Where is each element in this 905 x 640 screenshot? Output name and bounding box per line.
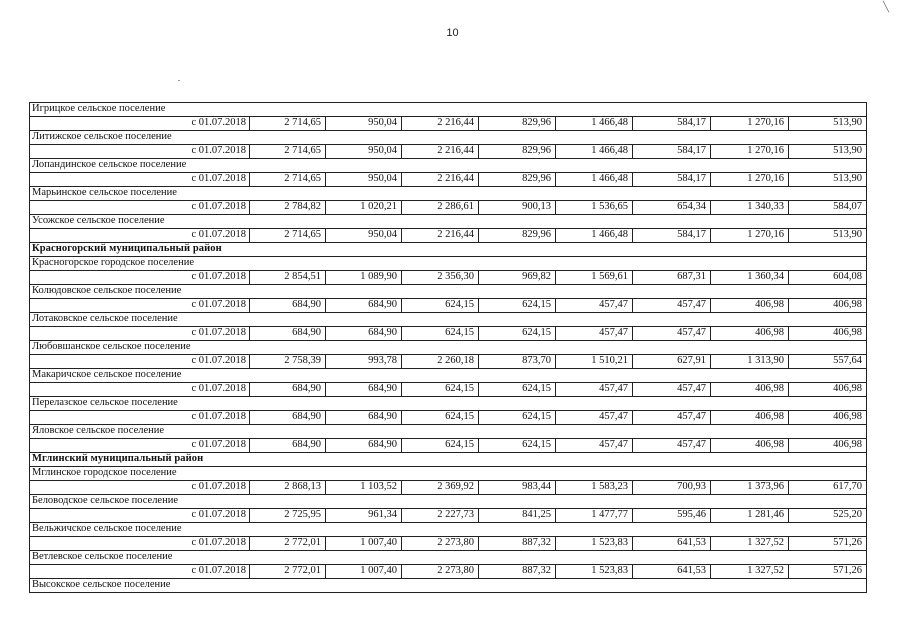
settlement-name: Вельжичское сельское поселение [30, 523, 867, 537]
settlement-name-row [30, 495, 867, 509]
tariff-value-row [30, 271, 867, 285]
tariff-value-row [30, 145, 867, 159]
tariff-value-cell: 457,47 [633, 327, 711, 341]
tariff-value-cell: 1 466,48 [556, 229, 633, 243]
settlement-name-row [30, 313, 867, 327]
settlement-name: Перелазское сельское поселение [30, 397, 867, 411]
tariff-value-cell: 969,82 [479, 271, 556, 285]
tariff-value-cell: 1 373,96 [711, 481, 789, 495]
tariff-value-cell: 684,90 [326, 411, 402, 425]
settlement-name: Усожское сельское поселение [30, 215, 867, 229]
tariff-value-cell: 2 369,92 [402, 481, 479, 495]
tariff-value-cell: 595,46 [633, 509, 711, 523]
tariff-value-row [30, 201, 867, 215]
tariff-value-cell: 2 216,44 [402, 229, 479, 243]
settlement-name-row [30, 523, 867, 537]
settlement-name-row [30, 579, 867, 593]
settlement-name: Мглинское городское поселение [30, 467, 867, 481]
settlement-name-row [30, 257, 867, 271]
tariff-value-cell: 2 216,44 [402, 173, 479, 187]
tariff-value-cell: 1 510,21 [556, 355, 633, 369]
tariff-value-cell: 2 714,65 [250, 117, 326, 131]
effective-date-cell: с 01.07.2018 [30, 145, 250, 159]
tariff-value-cell: 1 569,61 [556, 271, 633, 285]
tariff-value-cell: 513,90 [789, 117, 867, 131]
tariff-value-cell: 641,53 [633, 565, 711, 579]
tariff-value-cell: 641,53 [633, 537, 711, 551]
tariff-value-cell: 457,47 [556, 327, 633, 341]
tariff-value-cell: 457,47 [556, 411, 633, 425]
tariff-value-cell: 1 327,52 [711, 565, 789, 579]
settlement-name-row [30, 425, 867, 439]
tariff-value-cell: 2 273,80 [402, 537, 479, 551]
tariff-value-cell: 624,15 [402, 439, 479, 453]
effective-date-cell: с 01.07.2018 [30, 229, 250, 243]
tariff-value-cell: 584,17 [633, 145, 711, 159]
tariff-value-cell: 2 714,65 [250, 173, 326, 187]
tariff-value-cell: 829,96 [479, 117, 556, 131]
tariff-value-cell: 406,98 [789, 411, 867, 425]
settlement-name-row [30, 159, 867, 173]
effective-date-cell: с 01.07.2018 [30, 565, 250, 579]
tariff-value-row [30, 509, 867, 523]
tariff-value-cell: 684,90 [250, 383, 326, 397]
tariff-value-cell: 1 270,16 [711, 145, 789, 159]
district-header-row [30, 243, 867, 257]
tariff-value-cell: 584,17 [633, 117, 711, 131]
tariff-value-cell: 457,47 [556, 299, 633, 313]
tariff-value-cell: 624,15 [402, 411, 479, 425]
tariff-value-cell: 624,15 [479, 299, 556, 313]
settlement-name: Беловодское сельское поселение [30, 495, 867, 509]
settlement-name-row [30, 187, 867, 201]
tariff-value-cell: 950,04 [326, 173, 402, 187]
tariff-value-cell: 2 772,01 [250, 537, 326, 551]
tariff-value-cell: 687,31 [633, 271, 711, 285]
settlement-name-row [30, 285, 867, 299]
tariff-value-cell: 684,90 [326, 327, 402, 341]
tariff-value-cell: 584,17 [633, 173, 711, 187]
effective-date-cell: с 01.07.2018 [30, 481, 250, 495]
district-header-row [30, 453, 867, 467]
tariff-value-cell: 617,70 [789, 481, 867, 495]
tariff-table-body [30, 103, 867, 593]
effective-date-cell: с 01.07.2018 [30, 537, 250, 551]
tariff-value-cell: 604,08 [789, 271, 867, 285]
tariff-value-row [30, 481, 867, 495]
tariff-value-cell: 584,07 [789, 201, 867, 215]
settlement-name: Марьинское сельское поселение [30, 187, 867, 201]
tariff-value-cell: 1 466,48 [556, 145, 633, 159]
settlement-name-row [30, 131, 867, 145]
tariff-value-cell: 873,70 [479, 355, 556, 369]
tariff-value-row [30, 173, 867, 187]
settlement-name: Высокское сельское поселение [30, 579, 867, 593]
tariff-value-cell: 624,15 [402, 299, 479, 313]
tariff-value-cell: 513,90 [789, 145, 867, 159]
tariff-value-cell: 2 216,44 [402, 145, 479, 159]
effective-date-cell: с 01.07.2018 [30, 509, 250, 523]
settlement-name-row [30, 467, 867, 481]
tariff-value-cell: 1 103,52 [326, 481, 402, 495]
district-name: Мглинский муниципальный район [30, 453, 867, 467]
tariff-value-cell: 900,13 [479, 201, 556, 215]
settlement-name-row [30, 397, 867, 411]
tariff-value-cell: 457,47 [633, 411, 711, 425]
tariff-value-cell: 654,34 [633, 201, 711, 215]
tariff-value-cell: 457,47 [556, 439, 633, 453]
tariff-value-cell: 624,15 [402, 327, 479, 341]
tariff-value-cell: 1 007,40 [326, 565, 402, 579]
settlement-name-row [30, 215, 867, 229]
tariff-value-cell: 406,98 [711, 383, 789, 397]
tariff-value-cell: 513,90 [789, 229, 867, 243]
tariff-value-cell: 406,98 [711, 411, 789, 425]
tariff-value-row [30, 439, 867, 453]
effective-date-cell: с 01.07.2018 [30, 201, 250, 215]
tariff-value-cell: 1 536,65 [556, 201, 633, 215]
tariff-value-cell: 2 714,65 [250, 229, 326, 243]
tariff-value-cell: 684,90 [326, 439, 402, 453]
tariff-value-cell: 406,98 [711, 327, 789, 341]
settlement-name-row [30, 341, 867, 355]
settlement-name: Лотаковское сельское поселение [30, 313, 867, 327]
effective-date-cell: с 01.07.2018 [30, 173, 250, 187]
tariff-value-cell: 2 356,30 [402, 271, 479, 285]
tariff-value-cell: 684,90 [326, 383, 402, 397]
tariff-value-row [30, 355, 867, 369]
tariff-value-cell: 2 784,82 [250, 201, 326, 215]
effective-date-cell: с 01.07.2018 [30, 383, 250, 397]
effective-date-cell: с 01.07.2018 [30, 355, 250, 369]
tariff-value-cell: 1 466,48 [556, 117, 633, 131]
tariff-value-cell: 2 714,65 [250, 145, 326, 159]
tariff-value-cell: 624,15 [479, 327, 556, 341]
tariff-value-cell: 887,32 [479, 565, 556, 579]
tariff-value-cell: 457,47 [633, 383, 711, 397]
tariff-value-cell: 624,15 [479, 439, 556, 453]
tariff-value-cell: 1 089,90 [326, 271, 402, 285]
tariff-value-cell: 2 216,44 [402, 117, 479, 131]
tariff-value-cell: 983,44 [479, 481, 556, 495]
tariff-value-row [30, 411, 867, 425]
tariff-value-cell: 684,90 [250, 299, 326, 313]
tariff-value-cell: 684,90 [326, 299, 402, 313]
tariff-value-cell: 2 868,13 [250, 481, 326, 495]
tariff-value-cell: 406,98 [711, 439, 789, 453]
effective-date-cell: с 01.07.2018 [30, 117, 250, 131]
settlement-name: Яловское сельское поселение [30, 425, 867, 439]
tariff-value-cell: 2 273,80 [402, 565, 479, 579]
settlement-name: Ветлевское сельское поселение [30, 551, 867, 565]
tariff-value-cell: 624,15 [479, 411, 556, 425]
tariff-value-cell: 584,17 [633, 229, 711, 243]
settlement-name: Литижское сельское поселение [30, 131, 867, 145]
tariff-value-cell: 2 725,95 [250, 509, 326, 523]
settlement-name: Красногорское городское поселение [30, 257, 867, 271]
tariff-value-cell: 684,90 [250, 439, 326, 453]
tariff-value-cell: 457,47 [633, 299, 711, 313]
effective-date-cell: с 01.07.2018 [30, 439, 250, 453]
tariff-value-cell: 2 772,01 [250, 565, 326, 579]
tariff-value-cell: 457,47 [556, 383, 633, 397]
tariff-value-cell: 571,26 [789, 565, 867, 579]
tariff-value-cell: 700,93 [633, 481, 711, 495]
tariff-value-cell: 1 270,16 [711, 173, 789, 187]
settlement-name: Любовшанское сельское поселение [30, 341, 867, 355]
tariff-value-cell: 950,04 [326, 117, 402, 131]
tariff-value-cell: 2 227,73 [402, 509, 479, 523]
tariff-value-row [30, 565, 867, 579]
settlement-name: Лопандинское сельское поселение [30, 159, 867, 173]
settlement-name: Колюдовское сельское поселение [30, 285, 867, 299]
page-number: 10 [446, 27, 459, 39]
tariff-value-cell: 627,91 [633, 355, 711, 369]
tariff-value-cell: 571,26 [789, 537, 867, 551]
tariff-value-row [30, 299, 867, 313]
tariff-value-cell: 841,25 [479, 509, 556, 523]
tariff-value-cell: 1 020,21 [326, 201, 402, 215]
tariff-value-cell: 1 523,83 [556, 537, 633, 551]
tariff-value-cell: 1 477,77 [556, 509, 633, 523]
effective-date-cell: с 01.07.2018 [30, 299, 250, 313]
tariff-value-cell: 684,90 [250, 411, 326, 425]
tariff-value-cell: 406,98 [789, 383, 867, 397]
tariff-value-cell: 684,90 [250, 327, 326, 341]
scan-dot [178, 80, 180, 81]
tariff-value-cell: 406,98 [789, 299, 867, 313]
tariff-value-cell: 1 523,83 [556, 565, 633, 579]
tariff-value-cell: 2 758,39 [250, 355, 326, 369]
tariff-value-row [30, 383, 867, 397]
settlement-name-row [30, 369, 867, 383]
settlement-name: Игрицкое сельское поселение [30, 103, 867, 117]
tariff-value-cell: 1 007,40 [326, 537, 402, 551]
tariff-value-cell: 2 854,51 [250, 271, 326, 285]
tariff-value-row [30, 117, 867, 131]
tariff-value-row [30, 229, 867, 243]
tariff-value-cell: 1 340,33 [711, 201, 789, 215]
tariff-value-cell: 1 270,16 [711, 117, 789, 131]
tariff-value-cell: 624,15 [479, 383, 556, 397]
settlement-name-row [30, 103, 867, 117]
district-name: Красногорский муниципальный район [30, 243, 867, 257]
tariff-value-cell: 1 327,52 [711, 537, 789, 551]
tariff-value-cell: 557,64 [789, 355, 867, 369]
tariff-value-cell: 457,47 [633, 439, 711, 453]
tariff-value-cell: 525,20 [789, 509, 867, 523]
tariff-value-row [30, 327, 867, 341]
tariff-value-cell: 406,98 [789, 327, 867, 341]
tariff-value-cell: 1 466,48 [556, 173, 633, 187]
corner-scan-mark: ╲ [883, 2, 890, 13]
tariff-value-cell: 406,98 [711, 299, 789, 313]
tariff-value-cell: 1 281,46 [711, 509, 789, 523]
tariff-value-cell: 950,04 [326, 145, 402, 159]
tariff-value-cell: 513,90 [789, 173, 867, 187]
tariff-value-cell: 2 260,18 [402, 355, 479, 369]
settlement-name-row [30, 551, 867, 565]
tariff-value-cell: 829,96 [479, 145, 556, 159]
effective-date-cell: с 01.07.2018 [30, 271, 250, 285]
effective-date-cell: с 01.07.2018 [30, 411, 250, 425]
settlement-name: Макаричское сельское поселение [30, 369, 867, 383]
tariff-value-cell: 2 286,61 [402, 201, 479, 215]
tariff-table [29, 102, 867, 593]
tariff-value-cell: 406,98 [789, 439, 867, 453]
tariff-value-row [30, 537, 867, 551]
tariff-value-cell: 950,04 [326, 229, 402, 243]
tariff-value-cell: 1 313,90 [711, 355, 789, 369]
tariff-value-cell: 829,96 [479, 229, 556, 243]
tariff-value-cell: 1 360,34 [711, 271, 789, 285]
tariff-value-cell: 961,34 [326, 509, 402, 523]
effective-date-cell: с 01.07.2018 [30, 327, 250, 341]
tariff-value-cell: 1 270,16 [711, 229, 789, 243]
tariff-value-cell: 829,96 [479, 173, 556, 187]
tariff-value-cell: 993,78 [326, 355, 402, 369]
tariff-value-cell: 887,32 [479, 537, 556, 551]
tariff-value-cell: 1 583,23 [556, 481, 633, 495]
tariff-value-cell: 624,15 [402, 383, 479, 397]
